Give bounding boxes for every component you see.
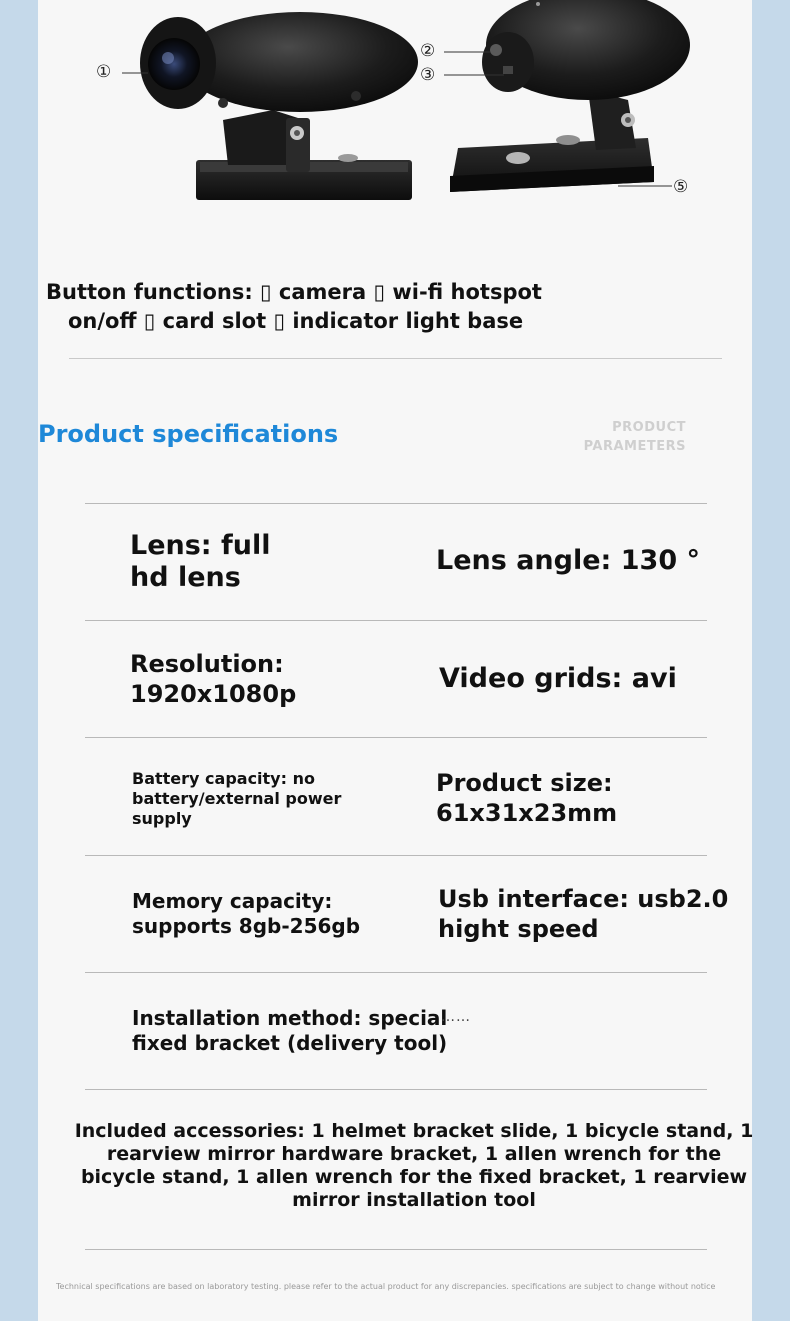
callout-5: ⑤ xyxy=(673,177,689,197)
spec-accessories: Included accessories: 1 helmet bracket slide, 1 bicycle stand, 1 rearview mirror hardware bracket, 1 allen wrench for the bicycle stand, 1 allen wrench for the fixed bracket, 1 rearview mirror installation tool xyxy=(74,1120,754,1211)
button-functions-text xyxy=(46,278,646,336)
spec-memory-line1: Memory capacity: xyxy=(132,889,333,913)
spec-battery-line3: supply xyxy=(132,809,192,828)
spec-size-line1: Product size: xyxy=(436,769,613,797)
spec-memory xyxy=(132,889,360,939)
left-side-strip xyxy=(0,0,38,1321)
spec-panel xyxy=(38,0,752,1321)
spec-battery xyxy=(132,769,341,829)
product-photos xyxy=(38,0,752,225)
specs-subtitle xyxy=(558,418,686,456)
row-divider xyxy=(85,1089,707,1090)
footnote: Technical specifications are based on laboratory testing. please refer to the actual product for any discrepancies. specifications are subject to change without notice xyxy=(56,1282,716,1291)
row-divider xyxy=(85,1249,707,1250)
spec-install-line1: Installation method: special xyxy=(132,1006,448,1030)
spec-memory-line2: supports 8gb-256gb xyxy=(132,914,361,938)
spec-video-grids: Video grids: avi xyxy=(439,663,677,694)
spec-resolution xyxy=(130,649,296,709)
spec-resolution-line1: Resolution: xyxy=(130,650,284,678)
button-functions-line1: Button functions: ▯ camera ▯ wi-fi hotspot xyxy=(46,280,542,304)
product-photo-area xyxy=(38,0,752,225)
spec-lens-line1: Lens: full xyxy=(130,530,271,561)
divider xyxy=(69,358,722,359)
button-functions-line2: on/off ▯ card slot ▯ indicator light base xyxy=(68,309,524,333)
callout-3: ③ xyxy=(420,65,436,85)
spec-install-line2: fixed bracket (delivery tool) xyxy=(132,1031,448,1055)
right-side-strip xyxy=(752,0,790,1321)
spec-lens-line2: hd lens xyxy=(130,562,241,593)
row-divider xyxy=(85,737,707,738)
specs-title: Product specifications xyxy=(38,420,339,448)
spec-installation xyxy=(132,1006,447,1056)
callout-2: ② xyxy=(420,41,436,61)
spec-battery-line1: Battery capacity: no xyxy=(132,769,315,788)
camera-rear-view xyxy=(450,0,690,192)
row-divider xyxy=(85,503,707,504)
ellipsis-mark: …… xyxy=(441,1009,471,1025)
spec-resolution-line2: 1920x1080p xyxy=(130,680,297,708)
row-divider xyxy=(85,855,707,856)
spec-size-line2: 61x31x23mm xyxy=(436,799,618,827)
camera-front-view xyxy=(140,12,418,200)
spec-product-size xyxy=(436,768,617,828)
specs-subtitle-line1: PRODUCT xyxy=(612,420,686,435)
spec-battery-line2: battery/external power xyxy=(132,789,342,808)
spec-usb-line1: Usb interface: usb2.0 xyxy=(438,885,729,913)
spec-lens-angle: Lens angle: 130 ° xyxy=(436,545,701,576)
spec-lens xyxy=(130,530,270,594)
specs-subtitle-line2: PARAMETERS xyxy=(583,439,686,454)
row-divider xyxy=(85,620,707,621)
spec-usb xyxy=(438,884,728,944)
row-divider xyxy=(85,972,707,973)
spec-usb-line2: hight speed xyxy=(438,915,599,943)
callout-1: ① xyxy=(96,62,112,82)
